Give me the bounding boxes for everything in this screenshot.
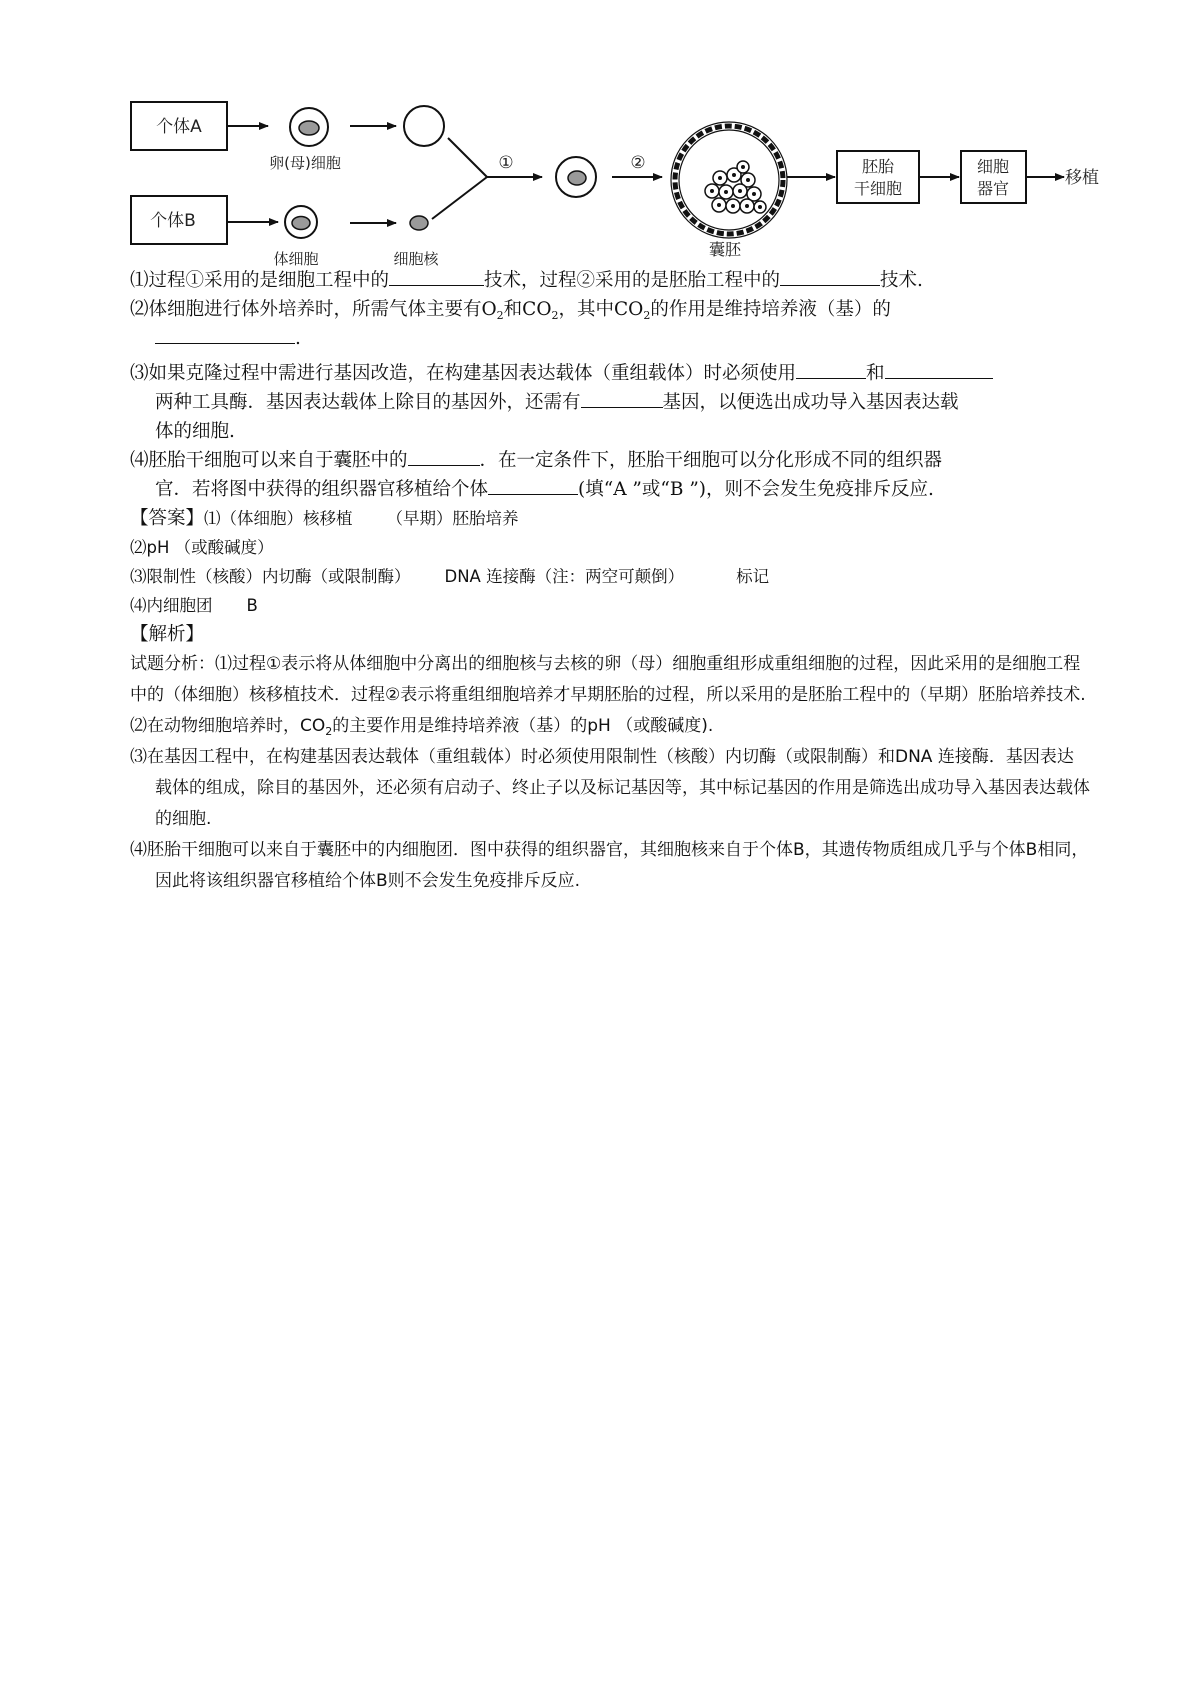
answer-label: 【答案】 <box>130 508 205 529</box>
transplant-label: 移植 <box>1065 168 1099 188</box>
blastocyst-label: 囊胚 <box>708 240 742 259</box>
blastocyst <box>671 122 787 238</box>
somatic-cell <box>285 206 317 238</box>
analysis-paragraph-3: ⑶在基因工程中，在构建基因表达载体（重组载体）时必须使用限制性（核酸）内切酶（或限制酶）和DNA 连接酶．基因表达载体的组成，除目的基因外，还必须有启动子、终止子以及标记基因等，其中标记基因的作用是筛选出成功导入基因表达载体的细胞. <box>130 747 1090 829</box>
somatic-cell-label: 体细胞 <box>273 250 319 268</box>
oocyte-label: 卵(母)细胞 <box>269 154 341 172</box>
question-3: ⑶如果克隆过程中需进行基因改造，在构建基因表达载体（重组载体）时必须使用 和 <box>130 359 1090 388</box>
individual-b-box <box>131 196 227 244</box>
nucleus-label: 细胞核 <box>393 250 439 268</box>
nucleus <box>410 216 428 230</box>
organ-label-line2: 器官 <box>976 179 1010 198</box>
embryonic-stem-cell-box <box>837 151 919 203</box>
analysis-paragraph-2: ⑵在动物细胞培养时，$CO_2$的主要作用是维持培养液（基）的pH （或酸碱度). <box>130 716 714 738</box>
cloning-process-diagram <box>0 0 1200 280</box>
blank-3c <box>581 390 663 408</box>
esc-label-line2: 干细胞 <box>853 179 903 198</box>
esc-label-line1: 胚胎 <box>861 157 895 176</box>
oocyte-cell <box>290 108 328 146</box>
question-1: ⑴过程①采用的是细胞工程中的 技术，过程②采用的是胚胎工程中的 技术. <box>130 270 923 291</box>
question-2-blank-line: . <box>130 324 1090 353</box>
individual-a-box <box>131 102 227 150</box>
question-4: ⑷胚胎干细胞可以来自于囊胚中的 ．在一定条件下，胚胎干细胞可以分化形成不同的组织器 <box>130 450 943 471</box>
cell-organ-box <box>961 151 1026 203</box>
blank-4a <box>408 448 480 466</box>
reconstructed-cell <box>556 157 596 197</box>
blank-1b <box>780 268 880 286</box>
analysis-label: 【解析】 <box>130 624 205 645</box>
blank-1a <box>389 268 484 286</box>
analysis-paragraph-4: ⑷胚胎干细胞可以来自于囊胚中的内细胞团．图中获得的组织器官，其细胞核来自于个体B，其遗传物质组成几乎与个体B相同，因此将该组织器官移植给个体B则不会发生免疫排斥反应. <box>130 840 1089 891</box>
individual-a-label: 个体A <box>156 117 202 137</box>
individual-b-label: 个体B <box>150 211 196 231</box>
blank-3b <box>885 361 993 379</box>
analysis-paragraph-1: 试题分析：⑴过程①表示将从体细胞中分离出的细胞核与去核的卵（母）细胞重组形成重组细胞的过程，因此采用的是细胞工程中的（体细胞）核移植技术．过程②表示将重组细胞培养才早期胚胎的过程，所以采用的是胚胎工程中的（早期）胚胎培养技术. <box>130 654 1086 705</box>
answer-section: 【答案】⑴（体细胞）核移植 （早期）胚胎培养 <box>130 508 519 529</box>
step-1-label: ① <box>498 153 514 173</box>
blank-4b <box>488 477 578 495</box>
organ-label-line1: 细胞 <box>976 157 1010 176</box>
question-2: ⑵体细胞进行体外培养时，所需气体主要有$O_2$和$CO_2$，其中$CO_2$的作用是维持培养液（基）的 <box>130 299 891 322</box>
blank-2 <box>155 326 295 344</box>
blank-3a <box>796 361 866 379</box>
enucleated-oocyte <box>404 106 444 146</box>
question-content: ⑴过程①采用的是细胞工程中的 技术，过程②采用的是胚胎工程中的 技术. ⑵体细胞进行体外培养时，所需气体主要有$O_2$和$CO_2$，其中$CO_2$的作用是维持培养液（基）的 . ⑶如果克隆过程中需进行基因改造，在构建基因表达载体（重组载体）时必须使用 和 两种工具酶．基因表达载体上除目的基因外，还需有 基因，以便选出成功导入基因表达载 体的细胞. ⑷胚胎干细胞可以来自于囊胚中的 ．在一定条件下，胚胎干细胞可以分化形成不同的组织器 官．若将图中获得的组织器官移植给个体 (填“A ”或“B ”)，则不会发生免疫排斥反应. 【答案】⑴（体细胞）核移植 （早期）胚胎培养 ⑵pH （或酸碱度） ⑶限制性（核酸）内切酶（或限制酶） DNA 连接酶（注：两空可颠倒） 标记 ⑷内细胞团 B 【解析】 试题分析：⑴过程①表示将从体细胞中分离出的细胞核与去核的卵（母）细胞重组形成重组细胞的过程，因此采用的是细胞工程中的（体细胞）核移植技术．过程②表示将重组细胞培养才早期胚胎的过程，所以采用的是胚胎工程中的（早期）胚胎培养技术. ⑵在动物细胞培养时，$CO_2$的主要作用是维持培养液（基）的pH （或酸碱度). ⑶在基因工程中，在构建基因表达载体（重组载体）时必须使用限制性（核酸）内切酶（或限制酶）和DNA 连接酶．基因表达载体的组成，除目的基因外，还必须有启动子、终止子以及标记基因等，其中标记基因的作用是筛选出成功导入基因表达载体的细胞. ⑷胚胎干细胞可以来自于囊胚中的内细胞团．图中获得的组织器官，其细胞核来自于个体B，其遗传物质组成几乎与个体B相同，因此将该组织器官移植给个体B则不会发生免疫排斥反应. <box>130 266 1090 897</box>
step-2-label: ② <box>630 153 646 173</box>
